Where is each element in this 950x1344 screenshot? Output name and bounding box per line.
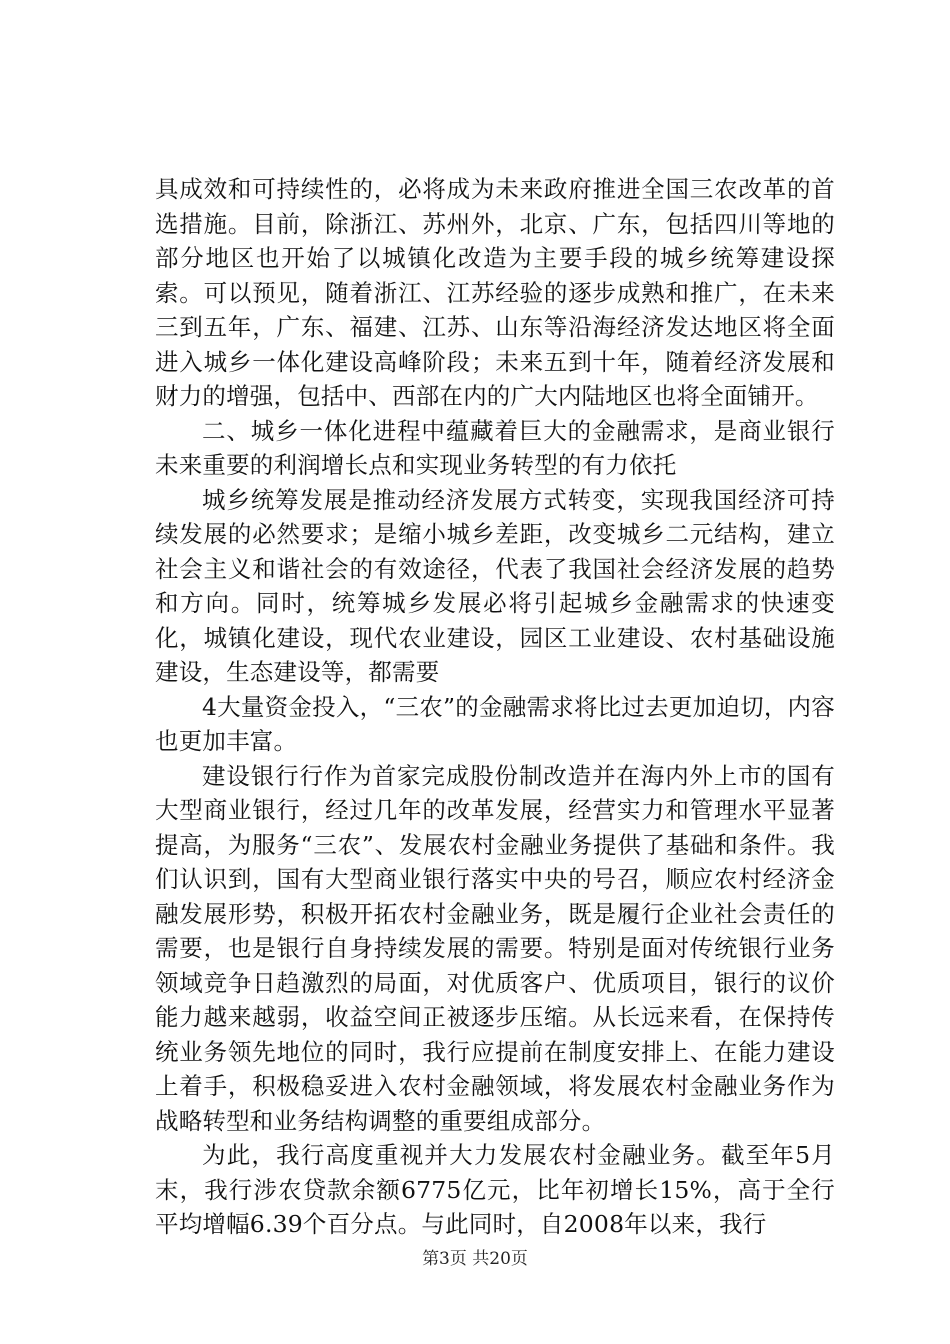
section-heading: 二、城乡一体化进程中蕴藏着巨大的金融需求，是商业银行未来重要的利润增长点和实现业务转型的有力依托	[155, 416, 835, 479]
document-body	[155, 172, 835, 1242]
paragraph: 4大量资金投入，“三农”的金融需求将比过去更加迫切，内容也更加丰富。	[155, 692, 835, 755]
paragraph: 建设银行行作为首家完成股份制改造并在海内外上市的国有大型商业银行，经过几年的改革发展，经营实力和管理水平显著提高，为服务“三农”、发展农村金融业务提供了基础和条件。我们认识到，国有大型商业银行落实中央的号召，顺应农村经济金融发展形势，积极开拓农村金融业务，既是履行企业社会责任的需要，也是银行自身持续发展的需要。特别是面对传统银行业务领域竞争日趋激烈的局面，对优质客户、优质项目，银行的议价能力越来越弱，收益空间正被逐步压缩。从长远来看，在保持传统业务领先地位的同时，我行应提前在制度安排上、在能力建设上着手，积极稳妥进入农村金融领域，将发展农村金融业务作为战略转型和业务结构调整的重要组成部分。	[155, 761, 835, 1135]
paragraph: 城乡统筹发展是推动经济发展方式转变，实现我国经济可持续发展的必然要求；是缩小城乡差距，改变城乡二元结构，建立社会主义和谐社会的有效途径，代表了我国社会经济发展的趋势和方向。同时，统筹城乡发展必将引起城乡金融需求的快速变化，城镇化建设，现代农业建设，园区工业建设、农村基础设施建设，生态建设等，都需要	[155, 485, 835, 686]
paragraph: 为此，我行高度重视并大力发展农村金融业务。截至年5月末，我行涉农贷款余额6775亿元，比年初增长15%，高于全行平均增幅6.39个百分点。与此同时，自2008年以来，我行	[155, 1141, 835, 1238]
page-number-footer: 第3页 共20页	[422, 1249, 528, 1269]
paragraph-continuation: 具成效和可持续性的，必将成为未来政府推进全国三农改革的首选措施。目前，除浙江、苏州外，北京、广东，包括四川等地的部分地区也开始了以城镇化改造为主要手段的城乡统筹建设探索。可以预见，随着浙江、江苏经验的逐步成熟和推广，在未来三到五年，广东、福建、江苏、山东等沿海经济发达地区将全面进入城乡一体化建设高峰阶段；未来五到十年，随着经济发展和财力的增强，包括中、西部在内的广大内陆地区也将全面铺开。	[155, 175, 835, 410]
